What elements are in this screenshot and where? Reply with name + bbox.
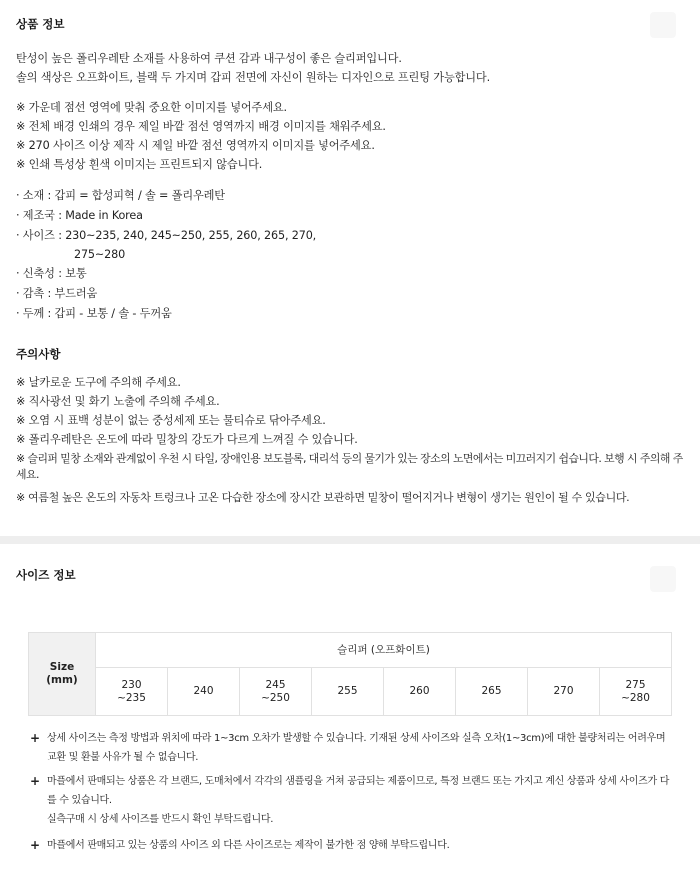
size-cell (528, 668, 600, 716)
caution-item: ※ 직사광선 및 화기 노출에 주의해 주세요. (16, 395, 220, 408)
print-note: ※ 가운데 점선 영역에 맞춰 중요한 이미지를 넣어주세요. (16, 101, 287, 114)
print-note: ※ 전체 배경 인쇄의 경우 제일 바깥 점선 영역까지 배경 이미지를 채워주세요. (16, 120, 386, 133)
description-line: 솔의 색상은 오프화이트, 블랙 두 가지며 갑피 전면에 자신이 원하는 디자인으로 프린팅 가능합니다. (16, 71, 490, 84)
caution-item: ※ 여름철 높은 온도의 자동차 트렁크나 고온 다습한 장소에 장시간 보관하면 밑창이 떨어지거나 변형이 생기는 원인이 될 수 있습니다. (16, 491, 630, 504)
print-note: ※ 인쇄 특성상 흰색 이미지는 프린트되지 않습니다. (16, 158, 263, 171)
size-value: 265 (481, 685, 502, 697)
caution-item: ※ 폴리우레탄은 온도에 따라 밀창의 강도가 다르게 느껴질 수 있습니다. (16, 433, 358, 446)
size-value: 275 (625, 678, 646, 691)
size-cell (312, 668, 384, 716)
plus-icon: + (30, 731, 40, 745)
size-note-text: 실측구매 시 상세 사이즈를 반드시 확인 부탁드립니다. (47, 814, 274, 825)
size-note (30, 772, 676, 829)
spec-material: · 소재 : 갑피 = 합성피혁 / 솔 = 폴리우레탄 (16, 189, 225, 202)
size-cell (600, 668, 672, 716)
size-note (30, 729, 676, 767)
caution-title: 주의사항 (16, 347, 61, 361)
size-info-title: 사이즈 정보 (16, 568, 76, 582)
size-value: ~280 (621, 691, 650, 704)
size-label: Size (49, 661, 75, 673)
size-value: 255 (337, 685, 358, 697)
caution-item: ※ 오염 시 표백 성분이 없는 중성세제 또는 물티슈로 닦아주세요. (16, 414, 326, 427)
size-value: ~250 (261, 691, 290, 704)
size-note-text: 마플에서 판매되는 상품은 각 브랜드, 도매처에서 각각의 샘플링을 거쳐 공급되는 제품이므로, 특정 브랜드 또는 가지고 계신 상품과 상세 사이즈가 다를 수 있습니다. (47, 776, 670, 806)
print-note: ※ 270 사이즈 이상 제작 시 제일 바깥 점선 영역까지 이미지를 넣어주세요. (16, 139, 375, 152)
size-value: 270 (553, 685, 574, 697)
size-row-label (29, 633, 96, 716)
caution-item: ※ 날카로운 도구에 주의해 주세요. (16, 376, 181, 389)
caution-item: ※ 슬리퍼 밑창 소재와 관계없이 우천 시 타일, 장애인용 보도블록, 대리석 등의 물기가 있는 장소의 노면에서는 미끄러지기 쉽습니다. 보행 시 주의해 주세요. (16, 452, 683, 481)
spec-texture: · 감촉 : 부드러움 (16, 287, 98, 300)
spec-sizes: · 사이즈 : 230~235, 240, 245~250, 255, 260, 265, 270, (16, 229, 317, 242)
decorative-mark (650, 566, 676, 592)
size-unit: (mm) (46, 674, 78, 686)
plus-icon: + (30, 838, 40, 852)
size-cell (240, 668, 312, 716)
product-column-header: 슬리퍼 (오프화이트) (96, 633, 672, 668)
size-cell (384, 668, 456, 716)
size-value: 260 (409, 685, 430, 697)
size-value: 230 (121, 678, 142, 691)
decorative-mark (650, 12, 676, 38)
size-value: ~235 (117, 691, 146, 704)
spec-thickness: · 두께 : 갑피 - 보통 / 솔 - 두꺼움 (16, 307, 172, 320)
size-value: 245 (265, 678, 286, 691)
size-cell (168, 668, 240, 716)
spec-sizes-continued: 275~280 (74, 248, 126, 261)
plus-icon: + (30, 774, 40, 788)
spec-origin: · 제조국 : Made in Korea (16, 209, 143, 222)
description-line: 탄성이 높은 폴리우레탄 소재를 사용하여 쿠션 감과 내구성이 좋은 슬리퍼입니다. (16, 52, 402, 65)
size-value: 240 (193, 685, 214, 697)
size-note-text: 마플에서 판매되고 있는 상품의 사이즈 외 다른 사이즈로는 제작이 불가한 점 양해 부탁드립니다. (47, 840, 450, 851)
product-info-title: 상품 정보 (16, 17, 65, 31)
size-cell (456, 668, 528, 716)
size-note (30, 836, 676, 855)
section-divider (0, 536, 700, 544)
size-note-text: 상세 사이즈는 측정 방법과 위치에 따라 1~3cm 오차가 발생할 수 있습니다. 기재된 상세 사이즈와 실측 오차(1~3cm)에 대한 불량처리는 어려우며 교환 및 환불 사유가 될 수 없습니다. (47, 733, 666, 763)
size-cell (96, 668, 168, 716)
spec-elasticity: · 신축성 : 보통 (16, 267, 87, 280)
size-table (28, 632, 672, 716)
